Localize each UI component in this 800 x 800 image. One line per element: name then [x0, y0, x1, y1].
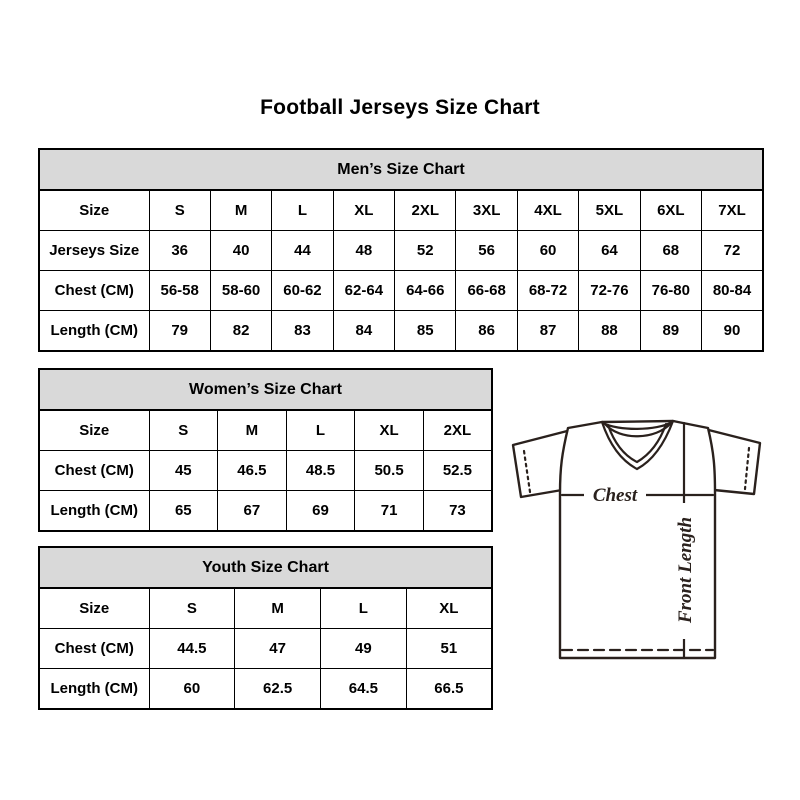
row-label-cell: Length (CM) [39, 311, 149, 352]
row-label-cell: Size [39, 190, 149, 231]
row-label-cell: Size [39, 588, 149, 629]
value-cell: 50.5 [355, 451, 424, 491]
table-row [39, 669, 492, 710]
row-label-cell: Length (CM) [39, 491, 149, 532]
value-cell: 51 [406, 629, 492, 669]
value-cell: 72-76 [579, 271, 640, 311]
jersey-measurement-diagram [500, 398, 780, 678]
row-label-cell: Chest (CM) [39, 629, 149, 669]
youth-table-title: Youth Size Chart [39, 547, 492, 588]
value-cell: 45 [149, 451, 218, 491]
value-cell: 52.5 [423, 451, 492, 491]
table-title-row [39, 547, 492, 588]
value-cell: 67 [218, 491, 287, 532]
value-cell: 3XL [456, 190, 517, 231]
youth-size-table [38, 546, 493, 710]
value-cell: M [235, 588, 321, 629]
value-cell: S [149, 588, 235, 629]
value-cell: 60-62 [272, 271, 333, 311]
table-title-row [39, 369, 492, 410]
table-row [39, 271, 763, 311]
front-length-measure-label: Front Length [675, 516, 696, 624]
value-cell: 44.5 [149, 629, 235, 669]
value-cell: XL [333, 190, 394, 231]
value-cell: 36 [149, 231, 210, 271]
value-cell: 64 [579, 231, 640, 271]
table-row [39, 231, 763, 271]
men-size-chart-table [38, 148, 764, 352]
row-label-cell: Length (CM) [39, 669, 149, 710]
row-label-cell: Chest (CM) [39, 451, 149, 491]
value-cell: M [218, 410, 287, 451]
value-cell: 62-64 [333, 271, 394, 311]
value-cell: 60 [517, 231, 578, 271]
value-cell: 40 [210, 231, 271, 271]
womens-size-table [38, 368, 493, 532]
value-cell: 62.5 [235, 669, 321, 710]
value-cell: 60 [149, 669, 235, 710]
value-cell: 56 [456, 231, 517, 271]
page-title: Football Jerseys Size Chart [260, 96, 540, 119]
value-cell: S [149, 190, 210, 231]
value-cell: 58-60 [210, 271, 271, 311]
value-cell: L [286, 410, 355, 451]
value-cell: 82 [210, 311, 271, 352]
value-cell: S [149, 410, 218, 451]
value-cell: 87 [517, 311, 578, 352]
value-cell: 64-66 [395, 271, 456, 311]
value-cell: 85 [395, 311, 456, 352]
women-table-title: Women’s Size Chart [39, 369, 492, 410]
value-cell: 90 [702, 311, 763, 352]
value-cell: XL [406, 588, 492, 629]
value-cell: 84 [333, 311, 394, 352]
value-cell: 4XL [517, 190, 578, 231]
youth-size-chart-table [38, 546, 493, 710]
value-cell: 76-80 [640, 271, 701, 311]
value-cell: 72 [702, 231, 763, 271]
value-cell: 66.5 [406, 669, 492, 710]
value-cell: 69 [286, 491, 355, 532]
value-cell: 83 [272, 311, 333, 352]
value-cell: 86 [456, 311, 517, 352]
value-cell: 48.5 [286, 451, 355, 491]
value-cell: 56-58 [149, 271, 210, 311]
value-cell: 79 [149, 311, 210, 352]
mens-size-table [38, 148, 764, 352]
value-cell: 2XL [423, 410, 492, 451]
value-cell: L [272, 190, 333, 231]
value-cell: 80-84 [702, 271, 763, 311]
value-cell: 88 [579, 311, 640, 352]
table-row [39, 311, 763, 352]
table-row [39, 190, 763, 231]
value-cell: 2XL [395, 190, 456, 231]
value-cell: 44 [272, 231, 333, 271]
value-cell: 89 [640, 311, 701, 352]
women-size-chart-table [38, 368, 493, 532]
value-cell: 71 [355, 491, 424, 532]
table-row [39, 410, 492, 451]
value-cell: 5XL [579, 190, 640, 231]
value-cell: 7XL [702, 190, 763, 231]
table-row [39, 451, 492, 491]
value-cell: 73 [423, 491, 492, 532]
value-cell: 65 [149, 491, 218, 532]
value-cell: L [321, 588, 407, 629]
value-cell: XL [355, 410, 424, 451]
value-cell: 52 [395, 231, 456, 271]
value-cell: 68 [640, 231, 701, 271]
table-title-row [39, 149, 763, 190]
value-cell: 46.5 [218, 451, 287, 491]
row-label-cell: Size [39, 410, 149, 451]
value-cell: 6XL [640, 190, 701, 231]
men-table-title: Men’s Size Chart [39, 149, 763, 190]
row-label-cell: Jerseys Size [39, 231, 149, 271]
value-cell: 49 [321, 629, 407, 669]
value-cell: 47 [235, 629, 321, 669]
chest-measure-label: Chest [592, 485, 638, 506]
value-cell: 64.5 [321, 669, 407, 710]
table-row [39, 588, 492, 629]
value-cell: M [210, 190, 271, 231]
row-label-cell: Chest (CM) [39, 271, 149, 311]
table-row [39, 629, 492, 669]
table-row [39, 491, 492, 532]
value-cell: 66-68 [456, 271, 517, 311]
value-cell: 68-72 [517, 271, 578, 311]
value-cell: 48 [333, 231, 394, 271]
